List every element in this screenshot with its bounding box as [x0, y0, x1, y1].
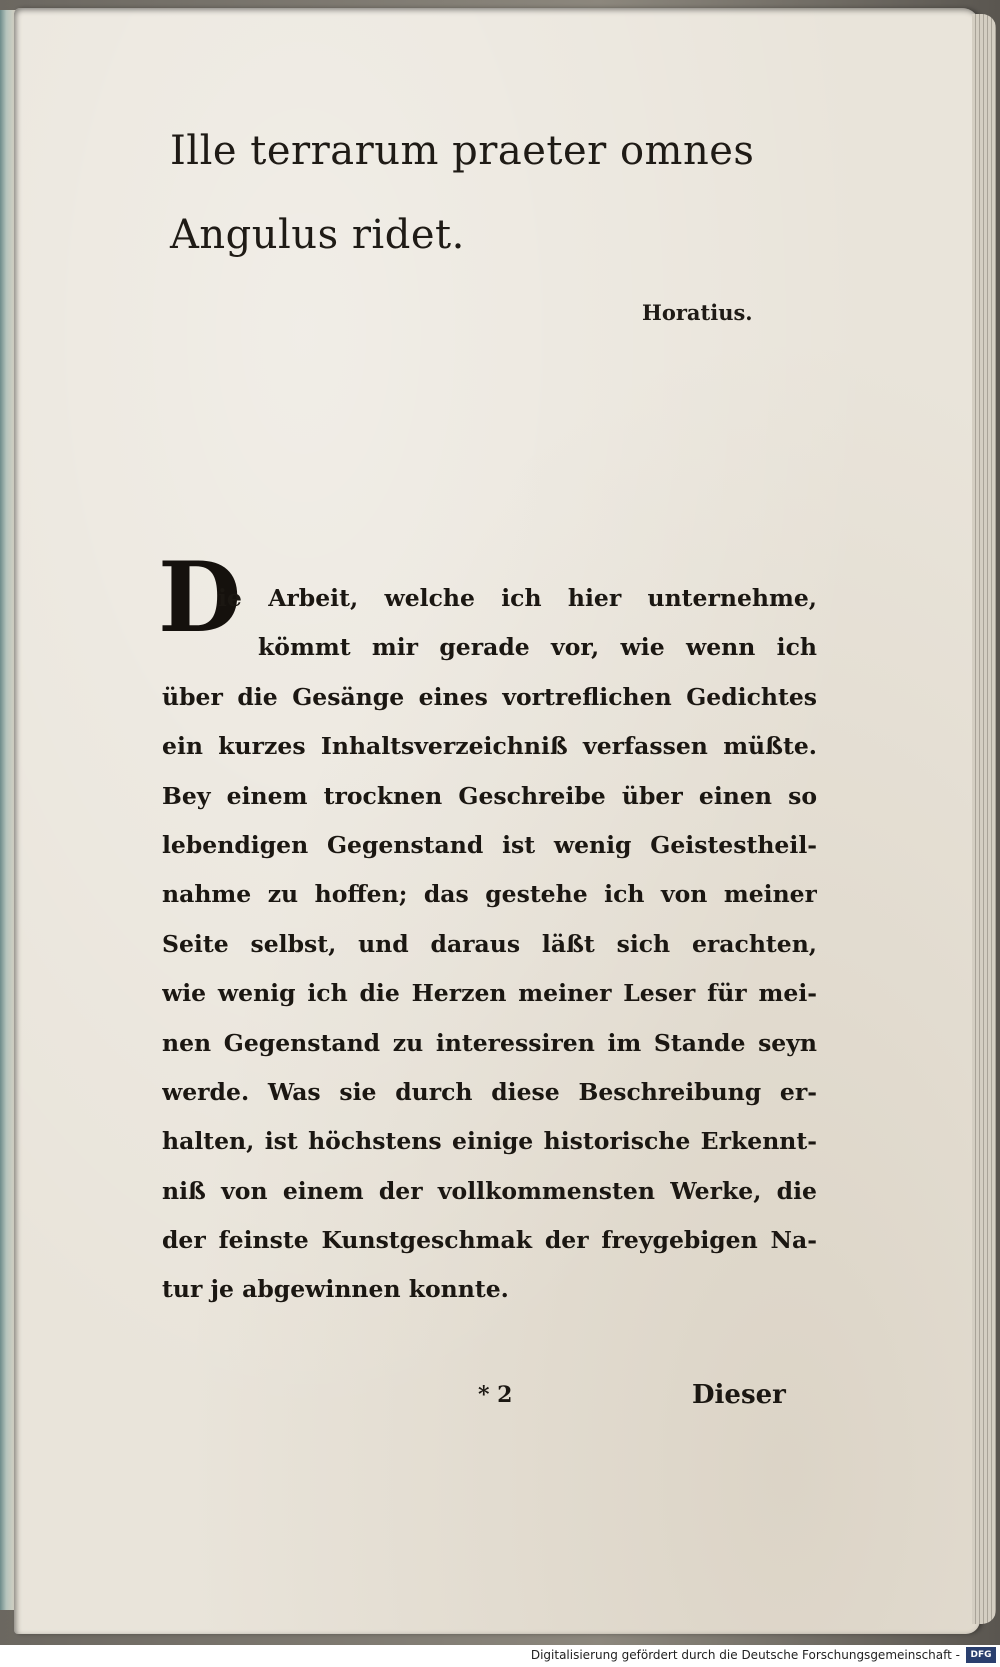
body-line: kömmt mir gerade vor, wie wenn ich: [258, 633, 817, 662]
body-line: über die Gesänge eines vortreflichen Gedichtes: [162, 682, 817, 711]
body-line: Seite selbst, und daraus läßt sich erachten,: [162, 929, 817, 958]
body-line: wie wenig ich die Herzen meiner Leser für mei-: [162, 979, 817, 1008]
drop-capital: D: [158, 541, 242, 654]
body-line: der feinste Kunstgeschmak der freygebigen Na-: [162, 1226, 817, 1255]
signature-mark: * 2: [478, 1382, 513, 1408]
body-line: Bey einem trocknen Geschreibe über einen so: [162, 781, 817, 810]
dfg-logo-icon: DFG: [966, 1647, 996, 1663]
page-stack-right: [972, 14, 996, 1624]
body-line: ein kurzes Inhaltsverzeichniß verfassen müßte.: [162, 732, 817, 761]
catchword: Dieser: [692, 1380, 786, 1410]
epigraph-line-2: Angulus ridet.: [170, 212, 465, 258]
body-line: nen Gegenstand zu interessiren im Stande seyn: [162, 1028, 817, 1057]
body-line: werde. Was sie durch diese Beschreibung er-: [162, 1077, 817, 1106]
digitization-credit: Digitalisierung gefördert durch die Deutsche Forschungsgemeinschaft -: [530, 1648, 960, 1662]
body-line: nahme zu hoffen; das gestehe ich von meiner: [162, 880, 817, 909]
epigraph-line-1: Ille terrarum praeter omnes: [170, 128, 755, 174]
body-line: ie Arbeit, welche ich hier unternehme,: [218, 584, 817, 612]
body-line: tur je abgewinnen konnte.: [162, 1275, 509, 1304]
body-line: halten, ist höchstens einige historische Erkennt-: [162, 1127, 817, 1156]
epigraph-attribution: Horatius.: [642, 300, 753, 325]
body-paragraph: [162, 574, 817, 1315]
body-line: niß von einem der vollkommensten Werke, die: [162, 1176, 817, 1205]
body-line: lebendigen Gegenstand ist wenig Geistestheil-: [162, 830, 817, 859]
